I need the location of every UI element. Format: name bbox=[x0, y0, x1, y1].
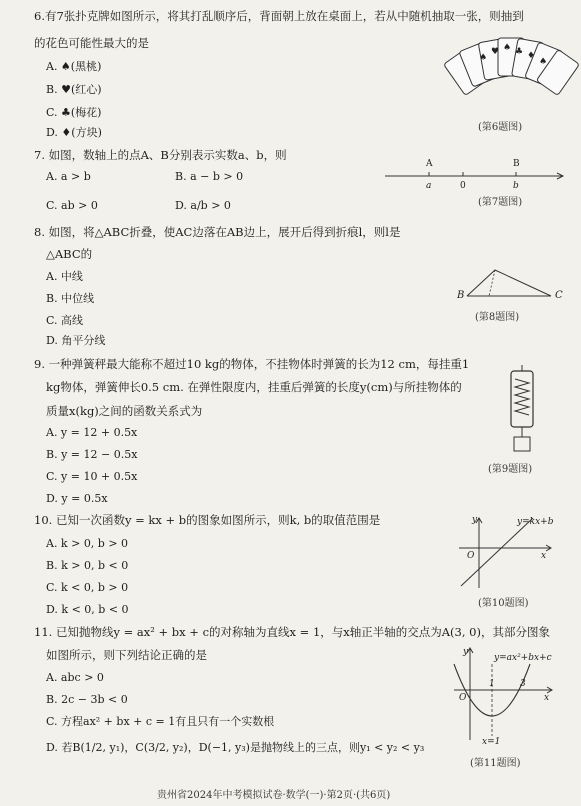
q11-label-y-axis: y bbox=[463, 647, 469, 657]
q7-label-point-b: B bbox=[513, 159, 520, 169]
q11-stem-line1: 11. 已知抛物线y = ax² + bx + c的对称轴为直线x = 1，与x轴正半轴的交点为A(3, 0)，其部分图象 bbox=[34, 625, 550, 639]
q10-label-origin: O bbox=[467, 551, 475, 561]
q9-spring-scale-figure bbox=[507, 365, 537, 457]
q7-figure-caption: (第7题图) bbox=[478, 197, 523, 208]
q11-figure-caption: (第11题图) bbox=[470, 758, 521, 769]
q6-option-b: B. ♥(红心) bbox=[46, 83, 102, 96]
q11-option-c: C. 方程ax² + bx + c = 1有且只有一个实数根 bbox=[46, 715, 275, 728]
q6-figure-caption: (第6题图) bbox=[478, 122, 523, 133]
svg-text:♥: ♥ bbox=[491, 47, 500, 57]
q8-option-b: B. 中位线 bbox=[46, 292, 95, 305]
q8-option-c: C. 高线 bbox=[46, 314, 84, 327]
q9-option-c: C. y = 10 + 0.5x bbox=[46, 470, 138, 483]
q7-label-a: a bbox=[426, 181, 432, 191]
q11-option-a: A. abc > 0 bbox=[46, 671, 104, 684]
q6-option-d: D. ♦(方块) bbox=[46, 126, 102, 139]
q7-number-line-figure bbox=[385, 156, 565, 192]
q8-label-c: C bbox=[555, 290, 563, 301]
q8-option-a: A. 中线 bbox=[46, 270, 83, 283]
q10-label-y-axis: y bbox=[472, 515, 478, 525]
q9-stem-line1: 9. 一种弹簧秤最大能称不超过10 kg的物体，不挂物体时弹簧的长为12 cm，每挂重1 bbox=[34, 357, 470, 371]
q9-option-b: B. y = 12 − 0.5x bbox=[46, 448, 138, 461]
q10-label-x-axis: x bbox=[541, 551, 547, 561]
q11-option-b: B. 2c − 3b < 0 bbox=[46, 693, 128, 706]
q10-stem: 10. 已知一次函数y = kx + b的图象如图所示，则k, b的取值范围是 bbox=[34, 513, 381, 527]
q7-stem: 7. 如图，数轴上的点A、B分别表示实数a、b，则 bbox=[34, 148, 287, 162]
q11-label-parabola: y=ax²+bx+c bbox=[494, 653, 552, 663]
q10-option-b: B. k > 0, b < 0 bbox=[46, 559, 129, 572]
q9-option-d: D. y = 0.5x bbox=[46, 492, 108, 505]
q11-label-origin: O bbox=[459, 693, 467, 703]
q7-option-d: D. a/b > 0 bbox=[175, 199, 231, 212]
q8-option-d: D. 角平分线 bbox=[46, 334, 106, 347]
q7-label-zero: 0 bbox=[460, 181, 466, 191]
q8-label-b: B bbox=[457, 290, 465, 301]
q10-option-a: A. k > 0, b > 0 bbox=[46, 537, 129, 550]
q8-stem-line1: 8. 如图，将△ABC折叠，使AC边落在AB边上，展开后得到折痕l，则l是 bbox=[34, 225, 401, 239]
svg-text:♣: ♣ bbox=[515, 47, 524, 57]
page-footer: 贵州省2024年中考模拟试卷·数学(一)·第2页·(共6页) bbox=[157, 790, 391, 801]
q6-option-c: C. ♣(梅花) bbox=[46, 106, 102, 119]
q11-stem-line2: 如图所示，则下列结论正确的是 bbox=[46, 648, 207, 662]
q9-figure-caption: (第9题图) bbox=[488, 464, 533, 475]
q6-stem-line1: 6.有7张扑克牌如图所示，将其打乱顺序后，背面朝上放在桌面上，若从中随机抽取一张，则抽到 bbox=[34, 9, 524, 23]
q10-linear-function-figure bbox=[455, 512, 565, 590]
q9-stem-line2: kg物体，弹簧伸长0.5 cm. 在弹性限度内，挂重后弹簧的长度y(cm)与所挂物体的 bbox=[46, 380, 462, 394]
q10-figure-caption: (第10题图) bbox=[478, 598, 529, 609]
q11-parabola-figure bbox=[450, 644, 565, 747]
q6-stem-line2: 的花色可能性最大的是 bbox=[34, 36, 149, 50]
q8-stem-line2: △ABC的 bbox=[46, 247, 93, 261]
q11-label-one: 1 bbox=[489, 679, 495, 689]
q7-option-c: C. ab > 0 bbox=[46, 199, 98, 212]
svg-text:♠: ♠ bbox=[539, 57, 548, 67]
q8-triangle-figure bbox=[455, 250, 575, 306]
q8-figure-caption: (第8题图) bbox=[475, 312, 520, 323]
svg-text:♦: ♦ bbox=[527, 51, 536, 61]
q9-stem-line3: 质量x(kg)之间的函数关系式为 bbox=[46, 404, 203, 418]
q9-option-a: A. y = 12 + 0.5x bbox=[46, 426, 138, 439]
q7-label-point-a: A bbox=[426, 159, 433, 169]
svg-text:♠: ♠ bbox=[503, 43, 512, 53]
q11-label-x-axis: x bbox=[544, 693, 550, 703]
q6-playing-cards-figure bbox=[455, 28, 570, 116]
q7-option-a: A. a > b bbox=[46, 170, 91, 183]
svg-text:♠: ♠ bbox=[479, 53, 488, 63]
q7-label-b: b bbox=[513, 181, 519, 191]
q6-option-a: A. ♠(黑桃) bbox=[46, 60, 102, 73]
q11-option-d: D. 若B(1/2, y₁)，C(3/2, y₂)，D(−1, y₃)是抛物线上的三点，则y₁ < y₂ < y₃ bbox=[46, 741, 425, 754]
q10-option-d: D. k < 0, b < 0 bbox=[46, 603, 129, 616]
q7-option-b: B. a − b > 0 bbox=[175, 170, 244, 183]
q10-label-line: y=kx+b bbox=[517, 517, 554, 527]
q10-option-c: C. k < 0, b > 0 bbox=[46, 581, 129, 594]
q11-label-axis-of-symmetry: x=1 bbox=[482, 737, 501, 747]
q11-label-three: 3 bbox=[520, 679, 526, 689]
